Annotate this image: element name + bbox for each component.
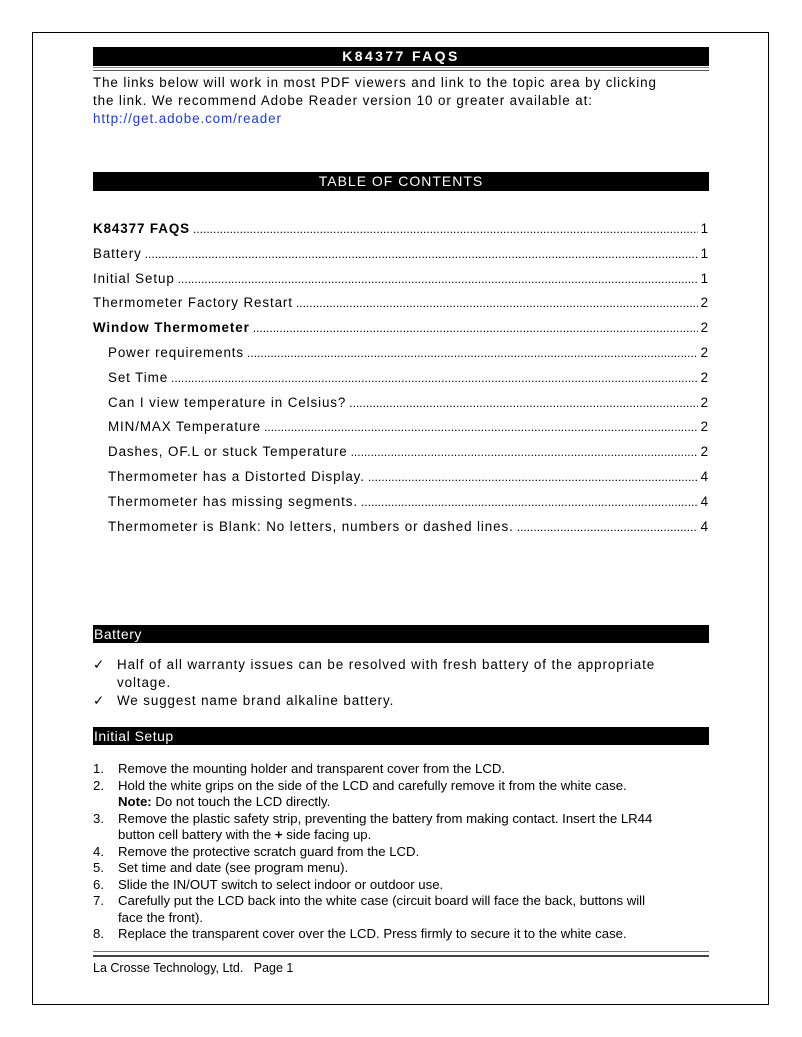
checkmark-icon: ✓ <box>93 657 106 673</box>
page-title: K84377 FAQS <box>93 47 709 66</box>
table-of-contents <box>93 221 709 543</box>
toc-label: Window Thermometer <box>93 320 250 336</box>
toc-label: K84377 FAQS <box>93 221 190 236</box>
toc-page: 4 <box>700 518 709 534</box>
toc-page: 2 <box>700 320 709 336</box>
list-item <box>93 926 709 943</box>
note-label: Note: <box>118 794 152 810</box>
step-number: 6. <box>93 876 104 892</box>
step-line: Carefully put the LCD back into the white case (circuit board will face the back, buttons will <box>118 893 646 909</box>
step-text <box>118 893 645 926</box>
intro-text <box>93 74 709 128</box>
toc-entry-set-time[interactable] <box>93 370 709 395</box>
toc-page: 2 <box>700 419 709 435</box>
step-number: 7. <box>93 893 104 909</box>
step-line-part: side facing up. <box>282 827 372 843</box>
list-item <box>93 811 709 844</box>
step-text: Slide the IN/OUT switch to select indoor or outdoor use. <box>118 876 444 892</box>
title-underline <box>93 67 709 71</box>
toc-entry-dashes[interactable] <box>93 444 709 469</box>
footer-rule <box>93 951 709 957</box>
step-number: 3. <box>93 810 104 826</box>
toc-entry-factory-restart[interactable] <box>93 295 709 320</box>
step-number: 4. <box>93 843 104 859</box>
step-text: Remove the mounting holder and transparent cover from the LCD. <box>118 761 506 777</box>
toc-leader <box>193 222 698 236</box>
toc-label: MIN/MAX Temperature <box>108 419 262 435</box>
step-line: face the front). <box>118 909 204 925</box>
toc-entry-min-max[interactable] <box>93 419 709 444</box>
toc-leader <box>253 321 698 335</box>
adobe-reader-link[interactable]: http://get.adobe.com/reader <box>93 111 282 126</box>
toc-leader <box>178 272 698 286</box>
step-text: Set time and date (see program menu). <box>118 860 349 876</box>
step-text <box>118 778 627 811</box>
step-text: Remove the protective scratch guard from the LCD. <box>118 843 420 859</box>
toc-label: Thermometer has a Distorted Display. <box>108 468 365 484</box>
toc-leader <box>517 520 698 534</box>
toc-leader <box>171 371 698 385</box>
note-text: Do not touch the LCD directly. <box>151 794 331 810</box>
toc-entry-initial-setup[interactable] <box>93 271 709 296</box>
step-number: 8. <box>93 926 104 942</box>
bullet-text <box>117 656 655 692</box>
step-note <box>118 794 627 811</box>
footer-page-number: Page 1 <box>253 961 294 975</box>
step-line: Remove the plastic safety strip, preventing the battery from making contact. Insert the LR44 <box>118 810 653 826</box>
page-content <box>93 47 709 943</box>
toc-entry-distorted-display[interactable] <box>93 469 709 494</box>
toc-leader <box>296 296 698 310</box>
step-number: 1. <box>93 761 104 777</box>
list-item <box>93 761 709 778</box>
toc-label: Thermometer is Blank: No letters, numbers or dashed lines. <box>108 518 514 534</box>
page-footer <box>93 961 293 975</box>
list-item <box>93 844 709 861</box>
intro-line-1: The links below will work in most PDF viewers and link to the topic area by clicking <box>93 75 657 90</box>
step-line: Hold the white grips on the side of the LCD and carefully remove it from the white case. <box>118 777 627 793</box>
checkmark-icon: ✓ <box>93 693 106 709</box>
toc-page: 4 <box>700 493 709 509</box>
toc-leader <box>351 445 698 459</box>
toc-label: Power requirements <box>108 344 245 360</box>
toc-label: Set Time <box>108 369 169 385</box>
toc-page: 1 <box>700 270 709 286</box>
toc-page: 1 <box>700 245 709 261</box>
toc-leader <box>349 396 697 410</box>
toc-label: Thermometer has missing segments. <box>108 493 358 509</box>
intro-line-2: the link. We recommend Adobe Reader version 10 or greater available at: <box>93 93 593 108</box>
list-item <box>93 877 709 894</box>
toc-label: Can I view temperature in Celsius? <box>108 394 347 410</box>
toc-page: 2 <box>700 344 709 360</box>
toc-page: 2 <box>700 444 709 460</box>
toc-label: Dashes, OF.L or stuck Temperature <box>108 444 348 460</box>
list-item <box>93 893 709 926</box>
toc-leader <box>264 420 698 434</box>
setup-steps <box>93 761 709 943</box>
toc-entry-blank[interactable] <box>93 519 709 544</box>
step-number: 2. <box>93 777 104 793</box>
step-text: Replace the transparent cover over the LCD. Press firmly to secure it to the white case. <box>118 926 627 942</box>
toc-entry-battery[interactable] <box>93 246 709 271</box>
toc-label: Thermometer Factory Restart <box>93 295 293 311</box>
toc-entry-missing-segments[interactable] <box>93 494 709 519</box>
step-line <box>118 827 652 844</box>
toc-leader <box>368 470 698 484</box>
bullet-text: We suggest name brand alkaline battery. <box>117 693 395 709</box>
toc-leader <box>361 495 698 509</box>
toc-entry-window-thermometer[interactable] <box>93 320 709 345</box>
toc-entry-k84377-faqs[interactable] <box>93 221 709 246</box>
step-line-part: button cell battery with the <box>118 827 275 843</box>
footer-company: La Crosse Technology, Ltd. <box>93 961 244 975</box>
toc-leader <box>145 247 698 261</box>
toc-label: Initial Setup <box>93 270 175 286</box>
list-item <box>93 692 709 710</box>
list-item <box>93 860 709 877</box>
toc-page: 4 <box>700 468 709 484</box>
battery-list <box>93 656 709 710</box>
battery-heading: Battery <box>93 625 709 643</box>
toc-page: 1 <box>700 221 709 236</box>
toc-heading: TABLE OF CONTENTS <box>93 172 709 191</box>
toc-label: Battery <box>93 245 142 261</box>
toc-page: 2 <box>700 394 709 410</box>
toc-page: 2 <box>700 295 709 311</box>
list-item <box>93 656 709 692</box>
initial-setup-heading: Initial Setup <box>93 727 709 745</box>
bullet-line: voltage. <box>117 675 172 691</box>
toc-entry-celsius[interactable] <box>93 395 709 420</box>
toc-page: 2 <box>700 369 709 385</box>
toc-entry-power-requirements[interactable] <box>93 345 709 370</box>
plus-sign: + <box>274 827 283 843</box>
list-item <box>93 778 709 811</box>
toc-leader <box>247 346 698 360</box>
step-number: 5. <box>93 860 104 876</box>
bullet-line: Half of all warranty issues can be resolved with fresh battery of the appropriate <box>117 657 656 673</box>
step-text <box>118 811 652 844</box>
